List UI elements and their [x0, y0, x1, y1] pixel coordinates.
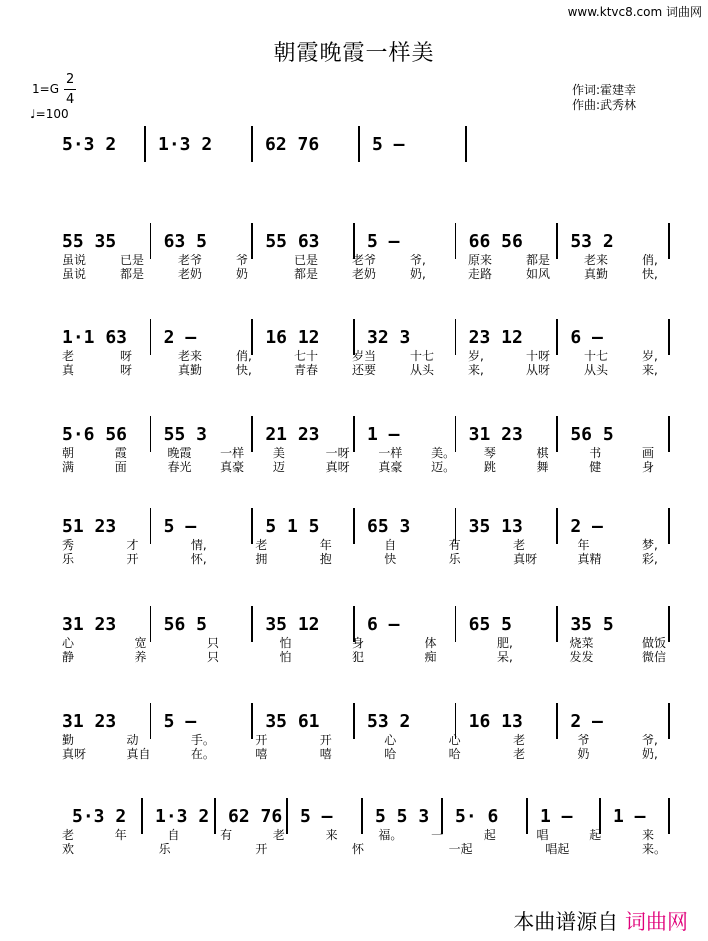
- lyric-word: 哈: [448, 747, 461, 761]
- composer-credit: 作曲:武秀林: [572, 98, 637, 112]
- bar-line: [455, 223, 457, 259]
- bar-line: [214, 798, 216, 834]
- lyric-word: 奶,: [642, 747, 658, 761]
- key-signature: 1=G: [32, 82, 59, 96]
- lyric-word: 十七: [410, 349, 435, 363]
- lyric-word: 七十: [294, 349, 319, 363]
- lyric-word: 快: [384, 552, 397, 566]
- lyric-word: 一样: [378, 446, 403, 460]
- bar-line: [526, 798, 528, 834]
- site-watermark: www.ktvc8.com 词曲网: [567, 5, 702, 19]
- lyric-word: 怕: [279, 650, 292, 664]
- bar-line: [251, 416, 253, 452]
- lyric-word: 快,: [642, 267, 658, 281]
- lyric-word: 虽说: [62, 267, 87, 281]
- song-title: 朝霞晚霞一样美: [273, 41, 435, 66]
- lyric-word: 一样: [220, 446, 245, 460]
- lyric-word: 年: [114, 828, 127, 842]
- lyric-word: 爷,: [642, 733, 658, 747]
- time-signature-numerator: 2: [66, 72, 75, 87]
- measure-notes: 35 13: [468, 516, 523, 537]
- bar-line: [150, 223, 152, 259]
- lyric-word: 老: [62, 828, 75, 842]
- lyric-word: 嘻: [319, 747, 332, 761]
- measure-notes: 53 2: [367, 711, 411, 732]
- lyric-word: 体: [424, 636, 437, 650]
- measure-notes: 1·3 2: [155, 806, 210, 827]
- lyric-word: 呆,: [497, 650, 513, 664]
- lyric-word: 真精: [577, 552, 602, 566]
- lyric-word: 书: [589, 446, 602, 460]
- bar-line: [556, 416, 558, 452]
- measure-notes: 35 5: [570, 614, 614, 635]
- time-signature-denominator: 4: [66, 92, 75, 107]
- measure-notes: 5 –: [372, 134, 405, 155]
- lyric-word: 福。: [378, 828, 403, 842]
- lyric-word: 烧菜: [569, 636, 594, 650]
- lyric-word: 来。: [642, 842, 667, 856]
- measure-notes: 1·3 2: [158, 134, 213, 155]
- lyric-word: 来: [642, 828, 655, 842]
- bar-line: [556, 606, 558, 642]
- lyric-word: 奶: [577, 747, 590, 761]
- measure-notes: 1 –: [540, 806, 573, 827]
- lyric-word: 爷: [236, 253, 249, 267]
- measure-notes: 65 5: [468, 614, 513, 635]
- lyric-word: 俏,: [236, 349, 252, 363]
- bar-line: [141, 798, 143, 834]
- measure-notes: 5 –: [367, 231, 400, 252]
- measure-notes: 31 23: [62, 711, 117, 732]
- measure-notes: 6 –: [570, 327, 603, 348]
- lyric-word: 手。: [190, 733, 215, 747]
- bar-line: [668, 508, 670, 544]
- lyric-word: 乐: [158, 842, 171, 856]
- lyric-word: 呀: [120, 363, 133, 377]
- lyric-word: 养: [134, 650, 147, 664]
- lyric-word: 朝: [62, 446, 75, 460]
- measure-notes: 56 5: [570, 424, 614, 445]
- measure-notes: 62 76: [265, 134, 320, 155]
- bar-line: [668, 798, 670, 834]
- lyric-word: 岁当: [352, 349, 377, 363]
- lyric-word: 怕: [279, 636, 292, 650]
- lyric-word: 来,: [642, 363, 658, 377]
- lyric-word: 舞: [536, 460, 549, 474]
- lyric-word: 老: [513, 747, 526, 761]
- time-signature-line: [64, 89, 76, 90]
- lyric-word: 奶,: [410, 267, 426, 281]
- lyric-word: 爷,: [410, 253, 426, 267]
- lyric-word: 抱: [319, 552, 332, 566]
- lyric-word: 俏,: [642, 253, 658, 267]
- lyric-word: 棋: [536, 446, 549, 460]
- lyric-word: 真呀: [513, 552, 538, 566]
- lyric-word: 身: [642, 460, 655, 474]
- bar-line: [150, 703, 152, 739]
- lyric-word: 真勤: [178, 363, 203, 377]
- lyric-word: 只: [207, 650, 220, 664]
- lyric-word: 静: [62, 650, 75, 664]
- lyric-word: 肥,: [497, 636, 513, 650]
- lyric-word: 身: [352, 636, 365, 650]
- bar-line: [668, 319, 670, 355]
- lyric-word: 走路: [468, 267, 493, 281]
- lyric-word: 心: [62, 636, 75, 650]
- lyric-word: 做饭: [642, 636, 667, 650]
- lyric-word: 开: [255, 842, 268, 856]
- lyric-word: 唱起: [545, 842, 570, 856]
- lyric-word: 爷: [577, 733, 590, 747]
- measure-notes: 5 –: [163, 711, 197, 732]
- lyric-word: 真勤: [584, 267, 609, 281]
- measure-notes: 53 2: [570, 231, 614, 252]
- lyric-word: 老爷: [352, 253, 377, 267]
- lyric-word: 勤: [62, 733, 75, 747]
- measure-notes: 5·3 2: [62, 134, 117, 155]
- lyric-word: 来,: [468, 363, 484, 377]
- lyric-word: 心: [448, 733, 461, 747]
- bar-line: [353, 416, 355, 452]
- lyric-word: 健: [589, 460, 602, 474]
- lyric-word: 画: [642, 446, 655, 460]
- measure-notes: 5 5 3: [375, 806, 430, 827]
- bar-line: [556, 223, 558, 259]
- lyric-word: 开: [255, 733, 268, 747]
- lyric-word: 老奶: [178, 267, 203, 281]
- bar-line: [251, 223, 253, 259]
- bar-line: [353, 703, 355, 739]
- measure-notes: 31 23: [468, 424, 523, 445]
- lyric-word: 老来: [178, 349, 203, 363]
- bar-line: [455, 606, 457, 642]
- lyric-word: 真呀: [325, 460, 350, 474]
- lyric-word: 彩,: [642, 552, 658, 566]
- bar-line: [251, 126, 253, 162]
- lyric-word: 迈: [272, 460, 285, 474]
- lyric-word: 年: [577, 538, 590, 552]
- lyric-word: 面: [114, 460, 127, 474]
- lyric-word: 真豪: [378, 460, 403, 474]
- lyric-word: 都是: [526, 253, 551, 267]
- measure-notes: 1 –: [613, 806, 646, 827]
- lyric-word: 乐: [448, 552, 461, 566]
- lyric-word: 来: [325, 828, 338, 842]
- bar-line: [353, 508, 355, 544]
- lyric-word: 老: [255, 538, 268, 552]
- measure-notes: 55 63: [265, 231, 320, 252]
- lyric-word: 从头: [584, 363, 609, 377]
- lyric-word: 呀: [120, 349, 133, 363]
- measure-notes: 2 –: [163, 327, 197, 348]
- lyric-word: 奶: [236, 267, 249, 281]
- bar-line: [358, 126, 360, 162]
- source-footer: [513, 906, 688, 936]
- lyric-word: 已是: [294, 253, 319, 267]
- bar-line: [251, 606, 253, 642]
- measure-notes: 66 56: [468, 231, 523, 252]
- footer-brand: 词曲网: [625, 910, 688, 934]
- measure-notes: 5· 6: [455, 806, 499, 827]
- lyric-word: 真豪: [220, 460, 245, 474]
- lyric-word: 秀: [62, 538, 75, 552]
- measure-notes: 2 –: [570, 711, 603, 732]
- bar-line: [556, 319, 558, 355]
- bar-line: [286, 798, 288, 834]
- measure-notes: 23 12: [468, 327, 523, 348]
- measure-notes: 35 61: [265, 711, 320, 732]
- measure-notes: 5·6 56: [62, 424, 128, 445]
- lyric-word: 拥: [255, 552, 268, 566]
- lyric-word: 青春: [294, 363, 319, 377]
- bar-line: [668, 416, 670, 452]
- lyric-word: 宽: [134, 636, 147, 650]
- lyric-word: 发发: [569, 650, 594, 664]
- lyric-word: 欢: [62, 842, 75, 856]
- lyric-word: 自: [167, 828, 180, 842]
- lyric-word: 真呀: [62, 747, 87, 761]
- lyric-word: 年: [319, 538, 332, 552]
- lyric-word: 才: [126, 538, 139, 552]
- measure-notes: 56 5: [163, 614, 208, 635]
- lyric-word: 自: [384, 538, 397, 552]
- lyric-word: 美。: [431, 446, 456, 460]
- lyric-word: 开: [126, 552, 139, 566]
- tempo-marking: ♩=100: [30, 107, 69, 121]
- lyric-word: 岁,: [468, 349, 484, 363]
- bar-line: [465, 126, 467, 162]
- bar-line: [150, 606, 152, 642]
- lyric-word: 乐: [62, 552, 75, 566]
- lyric-word: 如风: [526, 267, 551, 281]
- bar-line: [150, 319, 152, 355]
- lyric-word: 有: [220, 828, 233, 842]
- footer-prefix: 本曲谱源自: [513, 910, 619, 934]
- lyric-word: 犯: [352, 650, 365, 664]
- lyric-word: 从呀: [526, 363, 551, 377]
- lyric-word: 老: [62, 349, 75, 363]
- lyric-word: 痴: [424, 650, 437, 664]
- lyric-word: 真自: [126, 747, 151, 761]
- bar-line: [144, 126, 146, 162]
- lyric-word: 还要: [352, 363, 377, 377]
- lyric-word: 岁,: [642, 349, 658, 363]
- lyric-word: 十七: [584, 349, 609, 363]
- lyric-word: 原来: [468, 253, 493, 267]
- measure-notes: 31 23: [62, 614, 117, 635]
- measure-notes: 55 3: [163, 424, 208, 445]
- lyric-word: 老奶: [352, 267, 377, 281]
- lyric-word: 起: [589, 828, 602, 842]
- bar-line: [251, 703, 253, 739]
- measure-notes: 65 3: [367, 516, 411, 537]
- bar-line: [455, 319, 457, 355]
- measure-notes: 5·3 2: [72, 806, 127, 827]
- lyric-word: 虽说: [62, 253, 87, 267]
- lyric-word: 哈: [384, 747, 397, 761]
- bar-line: [251, 508, 253, 544]
- lyric-word: 满: [62, 460, 75, 474]
- lyric-word: 怀,: [190, 552, 207, 566]
- lyric-word: 跳: [483, 460, 496, 474]
- bar-line: [150, 508, 152, 544]
- measure-notes: 1·1 63: [62, 327, 128, 348]
- lyric-word: 有: [448, 538, 461, 552]
- lyric-word: 都是: [294, 267, 319, 281]
- lyric-word: 心: [384, 733, 397, 747]
- lyric-word: 在。: [190, 747, 215, 761]
- lyric-word: 霞: [114, 446, 127, 460]
- lyric-word: 春光: [167, 460, 192, 474]
- bar-line: [556, 508, 558, 544]
- bar-line: [668, 223, 670, 259]
- lyric-word: 晚霞: [167, 446, 192, 460]
- measure-notes: 32 3: [367, 327, 411, 348]
- lyric-word: 美: [272, 446, 285, 460]
- bar-line: [556, 703, 558, 739]
- measure-notes: 16 13: [468, 711, 523, 732]
- measure-notes: 63 5: [163, 231, 208, 252]
- lyric-word: 迈。: [431, 460, 456, 474]
- lyric-word: 老: [513, 733, 526, 747]
- lyric-word: 梦,: [642, 538, 658, 552]
- lyric-word: 动: [126, 733, 139, 747]
- lyric-word: 老: [272, 828, 285, 842]
- lyric-word: 嘻: [255, 747, 268, 761]
- lyric-word: 老爷: [178, 253, 203, 267]
- lyric-word: 唱: [536, 828, 549, 842]
- lyric-word: 只: [207, 636, 220, 650]
- lyric-word: 快,: [236, 363, 252, 377]
- measure-notes: 35 12: [265, 614, 320, 635]
- measure-notes: 16 12: [265, 327, 320, 348]
- measure-notes: 55 35: [62, 231, 117, 252]
- measure-notes: 62 76: [228, 806, 283, 827]
- lyricist-credit: 作词:霍建幸: [572, 83, 637, 97]
- measure-notes: 5 –: [163, 516, 197, 537]
- lyric-word: 开: [319, 733, 332, 747]
- lyric-word: 情,: [190, 538, 207, 552]
- measure-notes: 6 –: [367, 614, 400, 635]
- measure-notes: 51 23: [62, 516, 117, 537]
- lyric-word: 一: [431, 828, 444, 842]
- measure-notes: 21 23: [265, 424, 320, 445]
- bar-line: [668, 703, 670, 739]
- bar-line: [361, 798, 363, 834]
- lyric-word: 一起: [448, 842, 473, 856]
- lyric-word: 起: [483, 828, 496, 842]
- lyric-word: 琴: [483, 446, 496, 460]
- lyric-word: 怀: [352, 842, 365, 856]
- measure-notes: 5 –: [300, 806, 333, 827]
- lyric-word: 一呀: [325, 446, 350, 460]
- lyric-word: 十呀: [526, 349, 551, 363]
- measure-notes: 2 –: [570, 516, 603, 537]
- lyric-word: 老: [513, 538, 526, 552]
- measure-notes: 5 1 5: [265, 516, 320, 537]
- lyric-word: 从头: [410, 363, 435, 377]
- bar-line: [150, 416, 152, 452]
- lyric-word: 微信: [642, 650, 667, 664]
- lyric-word: 已是: [120, 253, 145, 267]
- bar-line: [668, 606, 670, 642]
- lyric-word: 老来: [584, 253, 609, 267]
- measure-notes: 1 –: [367, 424, 400, 445]
- lyric-word: 真: [62, 363, 75, 377]
- lyric-word: 都是: [120, 267, 145, 281]
